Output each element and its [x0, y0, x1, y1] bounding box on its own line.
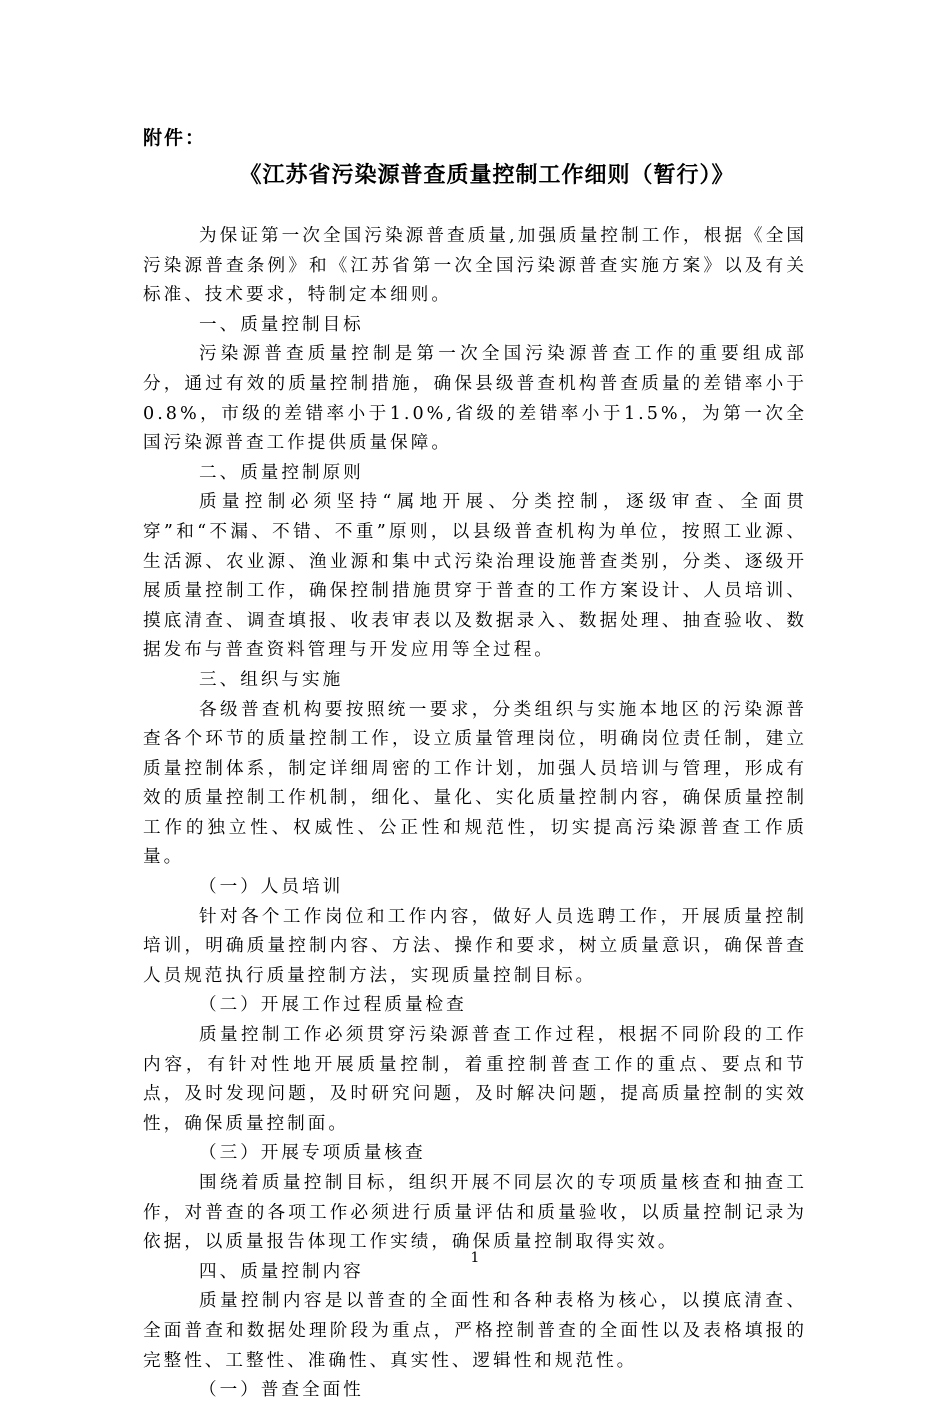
attachment-label: 附件：	[143, 127, 207, 149]
subsection-heading: （一）普查全面性	[199, 1380, 364, 1401]
paragraph: 质量控制必须坚持“属地开展、分类控制，逐级审查、全面贯穿”和“不漏、不错、不重”原则，以县级普查机构为单位，按照工业源、生活源、农业源、渔业源和集中式污染治理设施普查类别，分类、逐级开展质量控制工作，确保控制措施贯穿于普查的工作方案设计、人员培训、摸底清查、调查填报、收表审表以及数据录入、数据处理、抽查验收、数据发布与普查资料管理与开发应用等全过程。	[143, 492, 807, 661]
section-heading-2: 二、质量控制原则	[199, 462, 364, 483]
subsection-heading: （一）人员培训	[199, 877, 344, 898]
paragraph: 各级普查机构要按照统一要求，分类组织与实施本地区的污染源普查各个环节的质量控制工作，设立质量管理岗位，明确岗位责任制，建立质量控制体系，制定详细周密的工作计划，加强人员培训与管理，形成有效的质量控制工作机制，细化、量化、实化质量控制内容，确保质量控制工作的独立性、权威性、公正性和规范性，切实提高污染源普查工作质量。	[143, 699, 807, 868]
paragraph: 污染源普查质量控制是第一次全国污染源普查工作的重要组成部分，通过有效的质量控制措施，确保县级普查机构普查质量的差错率小于0.8%，市级的差错率小于1.0%,省级的差错率小于1.5%，为第一次全国污染源普查工作提供质量保障。	[143, 344, 807, 454]
subsection-heading: （三）开展专项质量核查	[199, 1143, 426, 1164]
document-title: 《江苏省污染源普查质量控制工作细则（暂行）》	[239, 162, 735, 188]
paragraph: 围绕着质量控制目标，组织开展不同层次的专项质量核查和抽查工作，对普查的各项工作必须进行质量评估和质量验收，以质量控制记录为依据，以质量报告体现工作实绩，确保质量控制取得实效。	[143, 1173, 807, 1253]
section-heading-3: 三、组织与实施	[199, 669, 344, 690]
document-body	[143, 222, 807, 1406]
paragraph: 质量控制工作必须贯穿污染源普查工作过程，根据不同阶段的工作内容，有针对性地开展质量控制，着重控制普查工作的重点、要点和节点，及时发现问题，及时研究问题，及时解决问题，提高质量控制的实效性，确保质量控制面。	[143, 1025, 807, 1134]
subsection-heading: （二）开展工作过程质量检查	[199, 995, 467, 1016]
page-number: 1	[470, 1250, 480, 1266]
paragraph: 质量控制内容是以普查的全面性和各种表格为核心，以摸底清查、全面普查和数据处理阶段为重点，严格控制普查的全面性以及表格填报的完整性、工整性、准确性、真实性、逻辑性和规范性。	[143, 1291, 807, 1371]
paragraph: 针对各个工作岗位和工作内容，做好人员选聘工作，开展质量控制培训，明确质量控制内容、方法、操作和要求，树立质量意识，确保普查人员规范执行质量控制方法，实现质量控制目标。	[143, 906, 807, 986]
section-heading-1: 一、质量控制目标	[199, 314, 364, 335]
section-heading-4: 四、质量控制内容	[199, 1261, 364, 1282]
paragraph-intro: 为保证第一次全国污染源普查质量,加强质量控制工作，根据《全国污染源普查条例》和《江苏省第一次全国污染源普查实施方案》以及有关标准、技术要求，特制定本细则。	[143, 226, 807, 306]
